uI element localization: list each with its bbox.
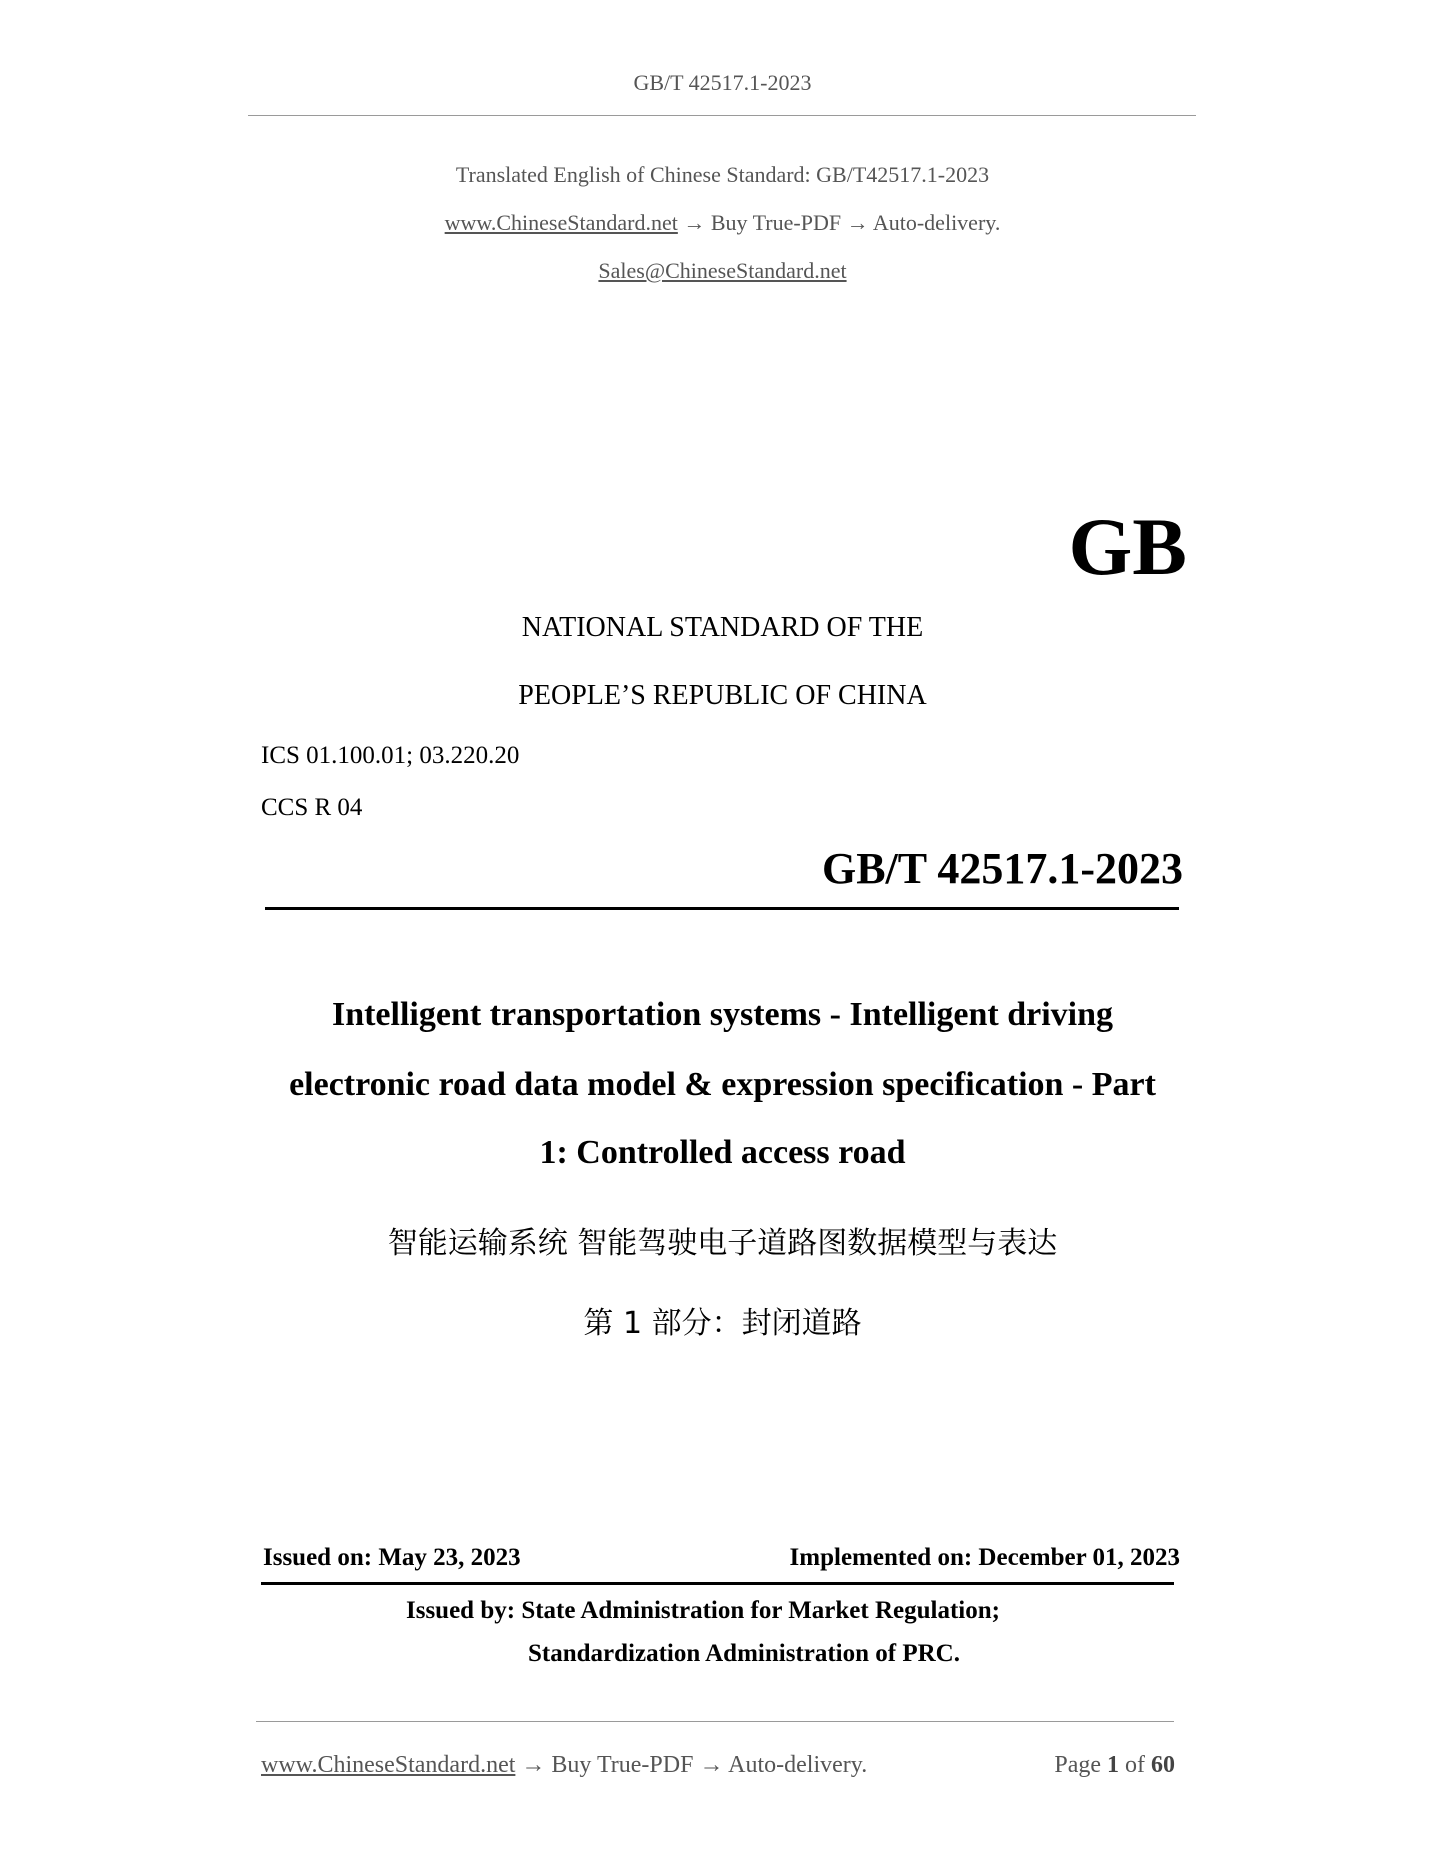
- footer-buy-text: Buy True-PDF: [551, 1752, 694, 1778]
- email-link[interactable]: Sales@ChineseStandard.net: [598, 258, 847, 283]
- arrow-icon: →: [521, 1752, 546, 1778]
- arrow-icon: →: [699, 1752, 724, 1778]
- english-title-line-1: Intelligent transportation systems - Intelligent driving: [331, 996, 1114, 1033]
- standard-number-rule: [265, 907, 1179, 910]
- dates-rule: [261, 1582, 1174, 1585]
- gb-logo: GB: [1068, 501, 1187, 592]
- chinese-title-line-1: 智能运输系统 智能驾驶电子道路图数据模型与表达: [387, 1226, 1058, 1261]
- issued-by-line-2: Standardization Administration of PRC.: [528, 1640, 960, 1667]
- translation-notice: Translated English of Chinese Standard: GB/T42517.1-2023: [455, 162, 990, 187]
- national-standard-line-1: NATIONAL STANDARD OF THE: [521, 612, 924, 643]
- site-link[interactable]: www.ChineseStandard.net: [444, 210, 678, 235]
- footer-delivery-text: Auto-delivery.: [728, 1752, 868, 1778]
- chinese-title-line-2: 第 1 部分：封闭道路: [583, 1306, 862, 1341]
- ccs-code: CCS R 04: [261, 794, 363, 821]
- arrow-icon: →: [846, 210, 869, 235]
- english-title-line-2: electronic road data model & expression specification - Part: [289, 1066, 1156, 1103]
- standard-number: GB/T 42517.1-2023: [821, 844, 1183, 893]
- purchase-notice: [0, 210, 1445, 236]
- page-indicator: [1054, 1752, 1175, 1779]
- english-title-line-3: 1: Controlled access road: [539, 1134, 906, 1171]
- footer-purchase-line: [261, 1752, 867, 1779]
- national-standard-line-2: PEOPLE’S REPUBLIC OF CHINA: [518, 680, 927, 711]
- delivery-text: Auto-delivery.: [872, 210, 1001, 235]
- arrow-icon: →: [683, 210, 706, 235]
- page-label: Page: [1054, 1752, 1101, 1778]
- ics-code: ICS 01.100.01; 03.220.20: [261, 742, 520, 769]
- footer-divider: [256, 1721, 1174, 1722]
- header-divider: [248, 115, 1196, 116]
- buy-text: Buy True-PDF: [710, 210, 842, 235]
- page-total: 60: [1151, 1752, 1175, 1778]
- page-current: 1: [1107, 1752, 1119, 1778]
- page-of: of: [1125, 1752, 1145, 1778]
- running-header: GB/T 42517.1-2023: [633, 70, 812, 95]
- issued-on-date: Issued on: May 23, 2023: [263, 1544, 521, 1571]
- email-line: [0, 258, 1445, 284]
- implemented-on-date: Implemented on: December 01, 2023: [789, 1544, 1180, 1571]
- footer-site-link[interactable]: www.ChineseStandard.net: [261, 1752, 516, 1778]
- issued-by-line-1: Issued by: State Administration for Market Regulation;: [406, 1597, 1000, 1624]
